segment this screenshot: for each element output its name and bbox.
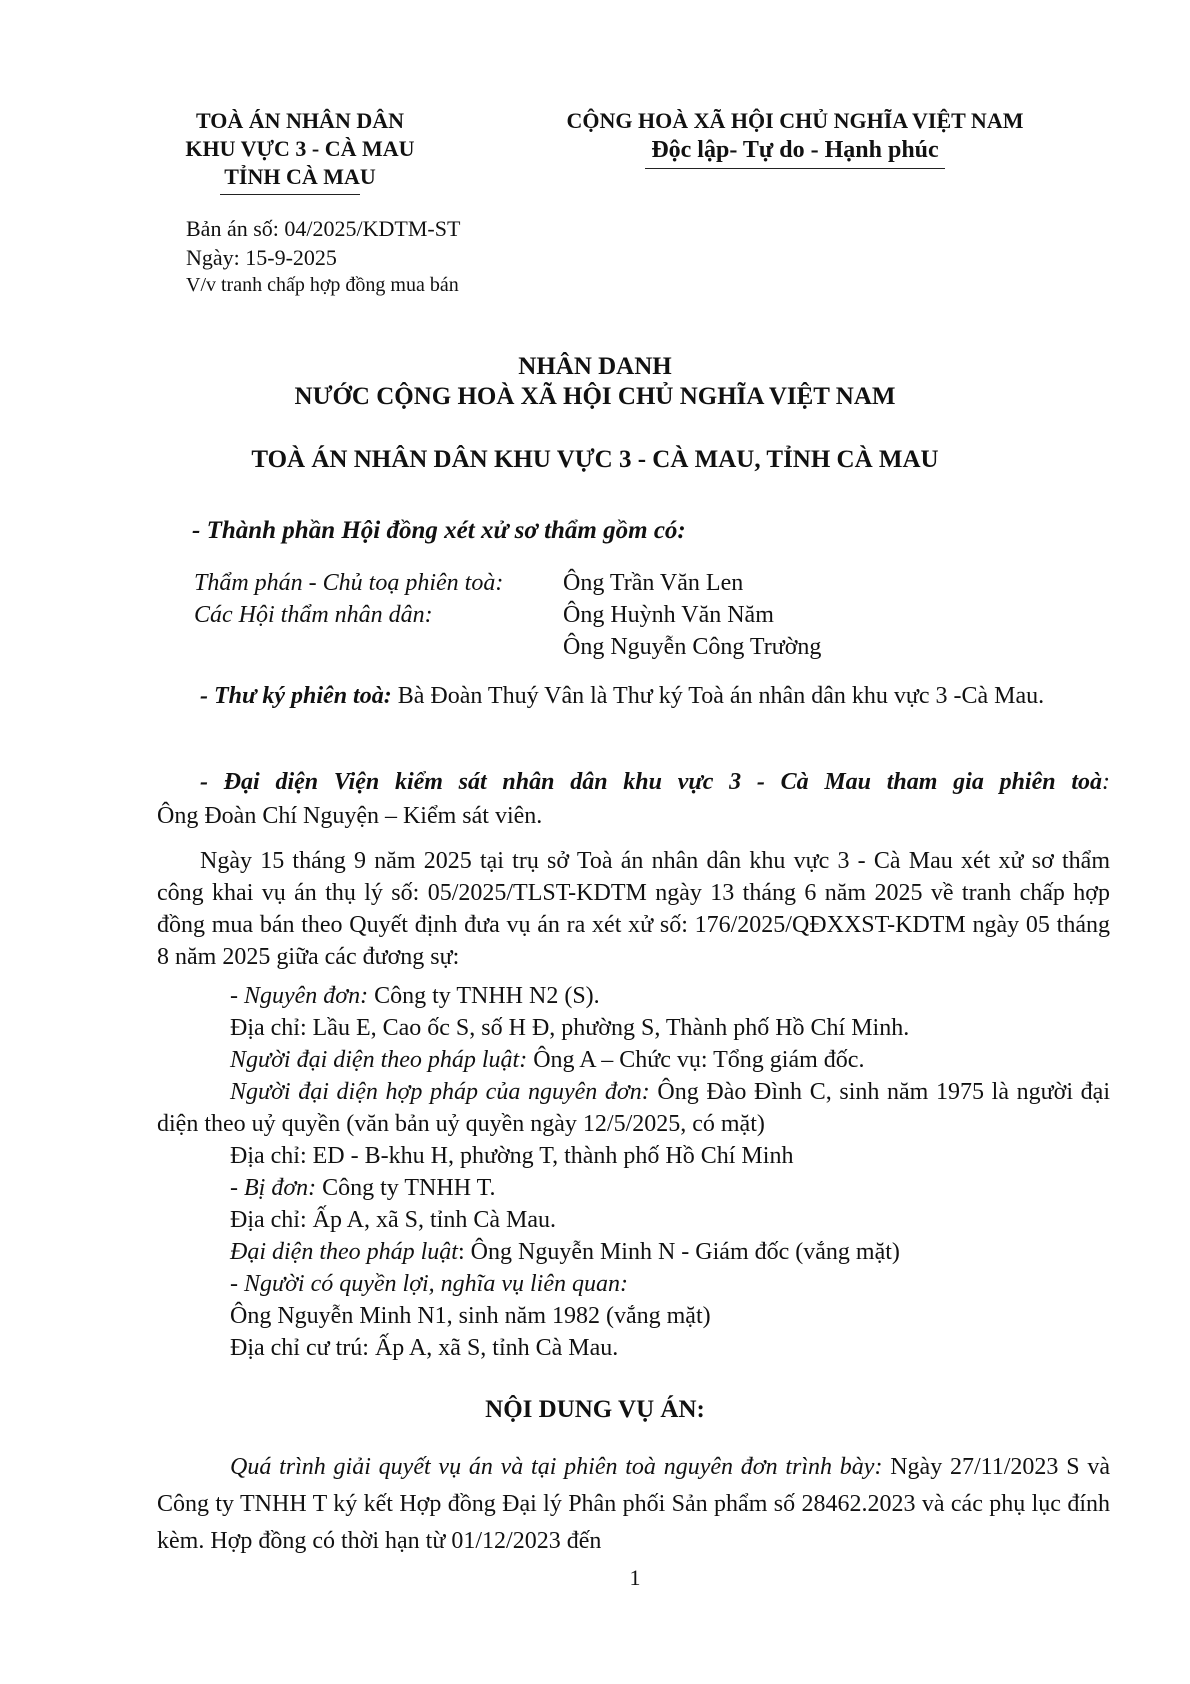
- content-heading: NỘI DUNG VỤ ÁN:: [485, 1396, 705, 1423]
- related-party-label: - Người có quyền lợi, nghĩa vụ liên quan:: [230, 1271, 628, 1297]
- procuracy-text: Ông Đoàn Chí Nguyện – Kiểm sát viên.: [157, 803, 543, 829]
- nation-motto: Độc lập- Tự do - Hạnh phúc: [651, 137, 939, 163]
- related-address: Địa chỉ cư trú: Ấp A, xã S, tỉnh Cà Mau.: [230, 1335, 619, 1361]
- court-full-title: TOÀ ÁN NHÂN DÂN KHU VỰC 3 - CÀ MAU, TỈNH CÀ MAU: [251, 446, 939, 473]
- content-paragraph: [157, 1449, 1110, 1560]
- case-subject: V/v tranh chấp hợp đồng mua bán: [186, 274, 459, 296]
- clerk-label: - Thư ký phiên toà:: [200, 683, 392, 709]
- assessors-label: Các Hội thẩm nhân dân:: [194, 602, 433, 628]
- related-person: Ông Nguyễn Minh N1, sinh năm 1982 (vắng mặt): [230, 1303, 711, 1329]
- clerk-text: Bà Đoàn Thuý Vân là Thư ký Toà án nhân dân khu vực 3 -Cà Mau.: [391, 683, 1045, 709]
- assessor-1: Ông Huỳnh Văn Năm: [563, 602, 774, 628]
- content-intro-label: Quá trình giải quyết vụ án và tại phiên toà nguyên đơn trình bày:: [230, 1454, 883, 1480]
- plaintiff-address: Địa chỉ: Lầu E, Cao ốc S, số H Đ, phường S, Thành phố Hồ Chí Minh.: [230, 1015, 910, 1041]
- procuracy-colon: :: [1102, 769, 1110, 795]
- defendant-rep: : Ông Nguyễn Minh N - Giám đốc (vắng mặt): [457, 1239, 900, 1265]
- authorized-rep: Ông Đào Đình C, sinh năm 1975 là người đại diện theo uỷ quyền (văn bản uỷ quyền ngày 12/5/2025, có mặt): [157, 1079, 1110, 1137]
- court-name-line1: TOÀ ÁN NHÂN DÂN: [196, 108, 404, 133]
- judge-label: Thẩm phán - Chủ toạ phiên toà:: [194, 570, 504, 596]
- authorized-rep-label: Người đại diện hợp pháp của nguyên đơn:: [230, 1079, 650, 1105]
- procuracy-label: - Đại diện Viện kiểm sát nhân dân khu vực 3 - Cà Mau tham gia phiên toà: [200, 769, 1102, 795]
- content-intro-text: Ngày 27/11/2023 S và Công ty TNHH T ký kết Hợp đồng Đại lý Phân phối Sản phẩm số 28462.2023 và các phụ lục đính kèm. Hợp đồng có thời hạn từ 01/12/2023 đến: [157, 1454, 1110, 1554]
- case-number: Bản án số: 04/2025/KDTM-ST: [186, 216, 461, 241]
- republic-title: NƯỚC CỘNG HOÀ XÃ HỘI CHỦ NGHĨA VIỆT NAM: [294, 383, 896, 410]
- nation-name: CỘNG HOÀ XÃ HỘI CHỦ NGHĨA VIỆT NAM: [566, 108, 1024, 133]
- parties-block: [157, 980, 1110, 1364]
- court-underline: [220, 194, 360, 195]
- judge-name: Ông Trần Văn Len: [563, 570, 744, 596]
- defendant-label: - Bị đơn:: [230, 1175, 317, 1201]
- clerk-paragraph: [157, 678, 1110, 714]
- assessor-2: Ông Nguyễn Công Trường: [563, 634, 822, 660]
- defendant-address: Địa chỉ: Ấp A, xã S, tỉnh Cà Mau.: [230, 1207, 556, 1233]
- procuracy-paragraph: [157, 765, 1110, 833]
- authorized-rep-address: Địa chỉ: ED - B-khu H, phường T, thành phố Hồ Chí Minh: [230, 1143, 794, 1169]
- plaintiff-name: Công ty TNHH N2 (S).: [368, 983, 600, 1009]
- defendant-name: Công ty TNHH T.: [316, 1175, 496, 1201]
- motto-underline: [645, 168, 945, 169]
- case-date: Ngày: 15-9-2025: [186, 245, 337, 270]
- hearing-paragraph: Ngày 15 tháng 9 năm 2025 tại trụ sở Toà án nhân dân khu vực 3 - Cà Mau xét xử sơ thẩm công khai vụ án thụ lý số: 05/2025/TLST-KDTM ngày 13 tháng 6 năm 2025 về tranh chấp hợp đồng mua bán theo Quyết định đưa vụ án ra xét xử số: 176/2025/QĐXXST-KDTM ngày 05 tháng 8 năm 2025 giữa các đương sự:: [157, 848, 1110, 970]
- page-number: 1: [629, 1565, 641, 1590]
- plaintiff-label: - Nguyên đơn:: [230, 983, 369, 1009]
- court-name-line2: KHU VỰC 3 - CÀ MAU: [185, 136, 415, 161]
- defendant-rep-label: Đại diện theo pháp luật: [230, 1239, 458, 1265]
- legal-rep: Ông A – Chức vụ: Tổng giám đốc.: [527, 1047, 865, 1073]
- court-name-line3: TỈNH CÀ MAU: [224, 164, 376, 189]
- legal-rep-label: Người đại diện theo pháp luật:: [230, 1047, 528, 1073]
- in-name-title: NHÂN DANH: [518, 353, 672, 380]
- panel-heading: - Thành phần Hội đồng xét xử sơ thẩm gồm có:: [192, 517, 686, 544]
